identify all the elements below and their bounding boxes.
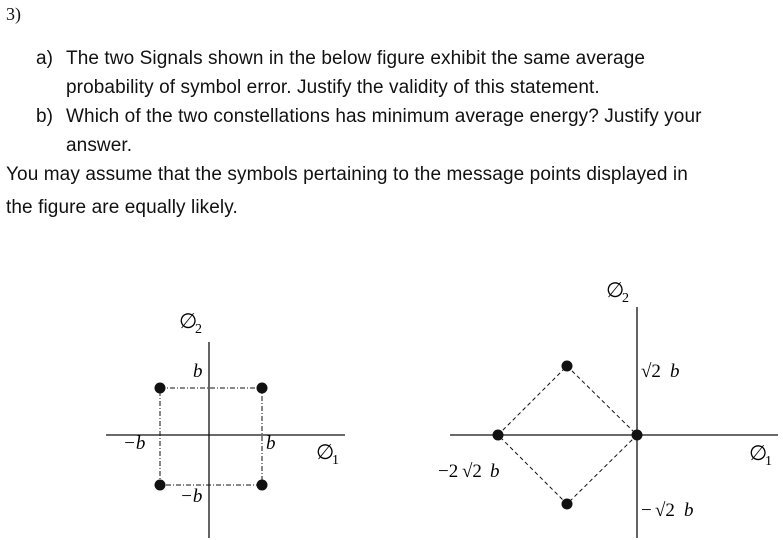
right-top-var: b bbox=[670, 361, 680, 382]
part-a-line-2: probability of symbol error. Justify the validity of this statement. bbox=[66, 77, 600, 98]
left-label-neg-b: −b bbox=[123, 433, 146, 454]
left-label-neg-b-bottom: −b bbox=[180, 486, 203, 507]
question-number: 3) bbox=[6, 4, 21, 24]
right-left-root: √2 bbox=[462, 461, 482, 482]
right-bottom-prefix: − bbox=[641, 500, 652, 521]
right-point-top bbox=[562, 361, 573, 372]
left-phi1-symbol: ∅ bbox=[316, 440, 335, 464]
left-point-top-left bbox=[155, 383, 166, 394]
left-phi2-subscript: 2 bbox=[195, 322, 202, 337]
left-phi2-symbol: ∅ bbox=[179, 309, 198, 333]
part-b-line-2: answer. bbox=[66, 135, 133, 156]
right-phi2-symbol: ∅ bbox=[606, 278, 625, 302]
right-point-bottom bbox=[562, 499, 573, 510]
right-left-var: b bbox=[490, 461, 500, 482]
right-left-prefix: −2 bbox=[438, 461, 459, 482]
part-a-line-1: The two Signals shown in the below figure exhibit the same average bbox=[66, 48, 646, 69]
right-label-neg-2sqrt2b bbox=[438, 461, 500, 482]
right-phi1-subscript: 1 bbox=[765, 454, 772, 469]
left-phi1-subscript: 1 bbox=[332, 453, 339, 468]
part-a-letter: a) bbox=[36, 48, 54, 69]
note-line-2: the figure are equally likely. bbox=[6, 197, 238, 218]
left-point-bottom-right bbox=[257, 480, 268, 491]
right-bottom-root: √2 bbox=[655, 500, 675, 521]
part-b-letter: b) bbox=[36, 106, 54, 127]
left-square-outline bbox=[160, 388, 262, 485]
right-bottom-var: b bbox=[684, 500, 694, 521]
note-line-1: You may assume that the symbols pertaining to the message points displayed in bbox=[6, 164, 688, 185]
right-phi1-symbol: ∅ bbox=[749, 441, 768, 465]
right-constellation bbox=[438, 278, 778, 538]
left-point-bottom-left bbox=[155, 480, 166, 491]
right-point-right bbox=[632, 430, 643, 441]
left-point-top-right bbox=[257, 383, 268, 394]
right-point-left bbox=[493, 430, 504, 441]
left-label-b-top: b bbox=[193, 361, 203, 382]
left-constellation bbox=[106, 309, 345, 538]
left-label-b-right: b bbox=[266, 433, 276, 454]
right-top-root: √2 bbox=[641, 361, 661, 382]
part-b-line-1: Which of the two constellations has minimum average energy? Justify your bbox=[66, 106, 702, 127]
right-label-neg-sqrt2b bbox=[641, 500, 694, 521]
right-phi2-subscript: 2 bbox=[622, 291, 629, 306]
right-label-sqrt2b-top bbox=[641, 361, 680, 382]
